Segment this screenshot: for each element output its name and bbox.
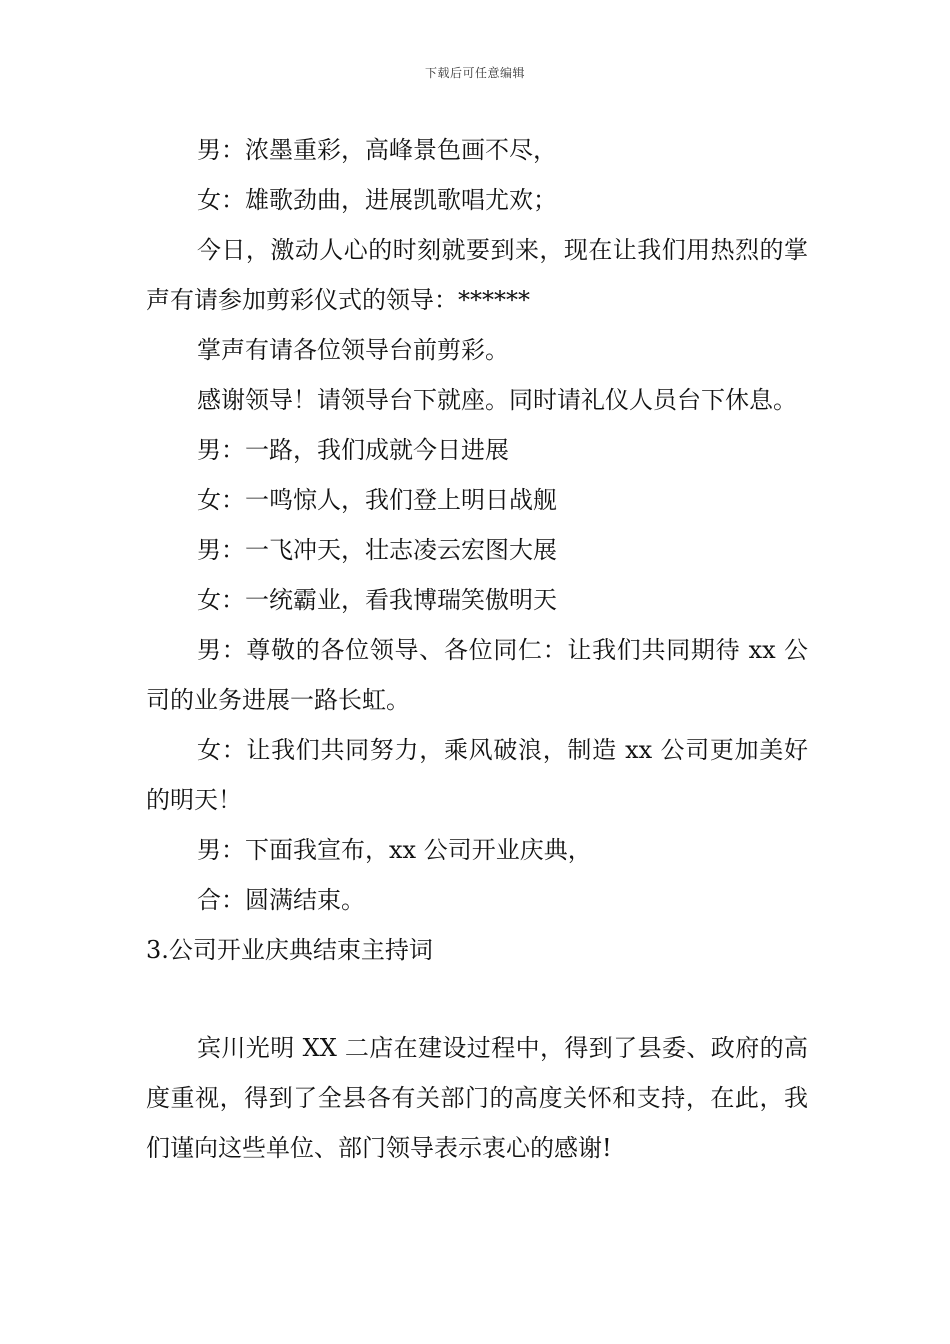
page-header-note: 下载后可任意编辑 xyxy=(424,66,525,80)
section-spacer xyxy=(146,975,808,1023)
paragraph-2: 女：雄歌劲曲，进展凯歌唱尤欢； xyxy=(197,186,557,214)
paragraph-9: 女：一统霸业，看我博瑞笑傲明天 xyxy=(197,586,557,614)
paragraph-8: 男：一飞冲天，壮志凌云宏图大展 xyxy=(197,536,557,564)
section-heading: 3.公司开业庆典结束主持词 xyxy=(146,936,433,964)
paragraph-1: 男：浓墨重彩，高峰景色画不尽， xyxy=(197,136,557,164)
section-paragraph: 宾川光明 XX 二店在建设过程中，得到了县委、政府的高度重视，得到了全县各有关部门的高度关怀和支持，在此，我们谨向这些单位、部门领导表示衷心的感谢! xyxy=(146,1034,808,1162)
paragraph-11: 女：让我们共同努力，乘风破浪，制造 xx 公司更加美好的明天！ xyxy=(146,736,808,814)
paragraph-5: 感谢领导！请领导台下就座。同时请礼仪人员台下休息。 xyxy=(197,386,797,414)
paragraph-10: 男：尊敬的各位领导、各位同仁：让我们共同期待 xx 公司的业务进展一路长虹。 xyxy=(146,636,808,714)
paragraph-7: 女：一鸣惊人，我们登上明日战舰 xyxy=(197,486,557,514)
document-body xyxy=(146,125,808,1173)
paragraph-12: 男：下面我宣布，xx 公司开业庆典， xyxy=(197,836,592,864)
paragraph-4: 掌声有请各位领导台前剪彩。 xyxy=(197,336,509,364)
paragraph-3: 今日，激动人心的时刻就要到来，现在让我们用热烈的掌声有请参加剪彩仪式的领导：****** xyxy=(146,236,808,314)
paragraph-13: 合：圆满结束。 xyxy=(197,886,365,914)
paragraph-6: 男：一路，我们成就今日进展 xyxy=(197,436,509,464)
